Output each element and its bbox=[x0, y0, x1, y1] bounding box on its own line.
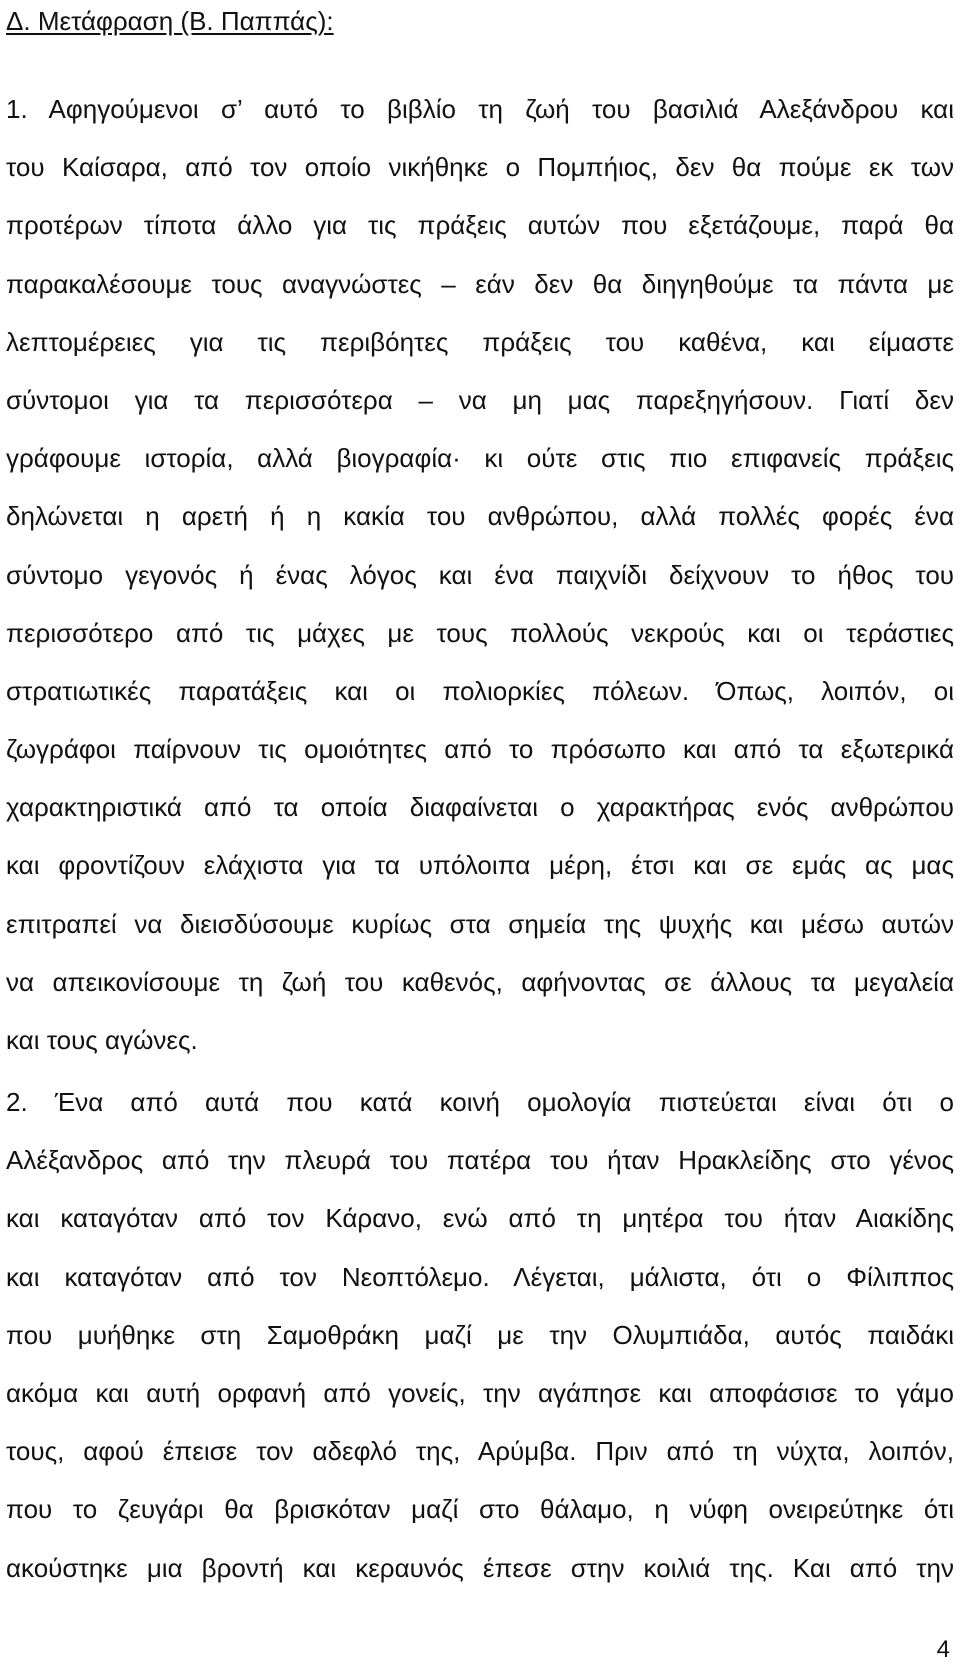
page-number: 4 bbox=[936, 1636, 950, 1663]
text-line: που το ζευγάρι θα βρισκόταν μαζί στο θάλαμο, η νύφη ονειρεύτηκε ότι bbox=[6, 1494, 954, 1525]
text-line: ακόμα και αυτή ορφανή από γονείς, την αγάπησε και αποφάσισε το γάμο bbox=[6, 1377, 954, 1408]
text-line: γράφουμε ιστορία, αλλά βιογραφία· κι ούτε στις πιο επιφανείς πράξεις bbox=[6, 443, 954, 474]
text-line: χαρακτηριστικά από τα οποία διαφαίνεται ο χαρακτήρας ενός ανθρώπου bbox=[6, 792, 954, 823]
text-line: και τους αγώνες. bbox=[6, 1025, 198, 1055]
text-line: προτέρων τίποτα άλλο για τις πράξεις αυτών που εξετάζουμε, παρά θα bbox=[6, 210, 954, 241]
text-line: Αλέξανδρος από την πλευρά του πατέρα του ήταν Ηρακλείδης στο γένος bbox=[6, 1145, 954, 1176]
text-line: τους, αφού έπεισε τον αδεφλό της, Αρύμβα. Πριν από τη νύχτα, λοιπόν, bbox=[6, 1436, 954, 1467]
text-line: σύντομο γεγονός ή ένας λόγος και ένα παιχνίδι δείχνουν το ήθος του bbox=[6, 559, 954, 590]
text-line: 1. Αφηγούμενοι σ’ αυτό το βιβλίο τη ζωή του βασιλιά Αλεξάνδρου και bbox=[6, 94, 954, 124]
text-line: δηλώνεται η αρετή ή η κακία του ανθρώπου, αλλά πολλές φορές ένα bbox=[6, 501, 954, 532]
text-line: που μυήθηκε στη Σαμοθράκη μαζί με την Ολυμπιάδα, αυτός παιδάκι bbox=[6, 1319, 954, 1350]
text-line: περισσότερο από τις μάχες με τους πολλούς νεκρούς και οι τεράστιες bbox=[6, 617, 954, 648]
text-line: σύντομοι για τα περισσότερα – να μη μας παρεξηγήσουν. Γιατί δεν bbox=[6, 384, 954, 415]
text-line: επιτραπεί να διεισδύσουμε κυρίως στα σημεία της ψυχής και μέσω αυτών bbox=[6, 908, 954, 939]
text-line: να απεικονίσουμε τη ζωή του καθενός, αφήνοντας σε άλλους τα μεγαλεία bbox=[6, 966, 954, 997]
text-line: ακούστηκε μια βροντή και κεραυνός έπεσε στην κοιλιά της. Και από την bbox=[6, 1552, 954, 1583]
text-line: και φροντίζουν ελάχιστα για τα υπόλοιπα μέρη, έτσι και σε εμάς ας μας bbox=[6, 850, 954, 881]
text-line: 2. Ένα από αυτά που κατά κοινή ομολογία πιστεύεται είναι ότι ο bbox=[6, 1087, 954, 1117]
text-line: και καταγόταν από τον Νεοπτόλεμο. Λέγεται, μάλιστα, ότι ο Φίλιππος bbox=[6, 1261, 954, 1292]
section-heading: Δ. Μετάφραση (Β. Παππάς): bbox=[6, 6, 334, 36]
text-line: ζωγράφοι παίρνουν τις ομοιότητες από το πρόσωπο και από τα εξωτερικά bbox=[6, 734, 954, 765]
text-line: λεπτομέρειες για τις περιβόητες πράξεις του καθένα, και είμαστε bbox=[6, 326, 954, 357]
text-line: στρατιωτικές παρατάξεις και οι πολιορκίες πόλεων. Όπως, λοιπόν, οι bbox=[6, 675, 954, 706]
paragraph-1 bbox=[6, 80, 954, 1069]
text-line: παρακαλέσουμε τους αναγνώστες – εάν δεν θα διηγηθούμε τα πάντα με bbox=[6, 268, 954, 299]
text-line: του Καίσαρα, από τον οποίο νικήθηκε ο Πομπήιος, δεν θα πούμε εκ των bbox=[6, 152, 954, 183]
paragraph-2 bbox=[6, 1073, 954, 1597]
text-line: και καταγόταν από τον Κάρανο, ενώ από τη μητέρα του ήταν Αιακίδης bbox=[6, 1203, 954, 1234]
